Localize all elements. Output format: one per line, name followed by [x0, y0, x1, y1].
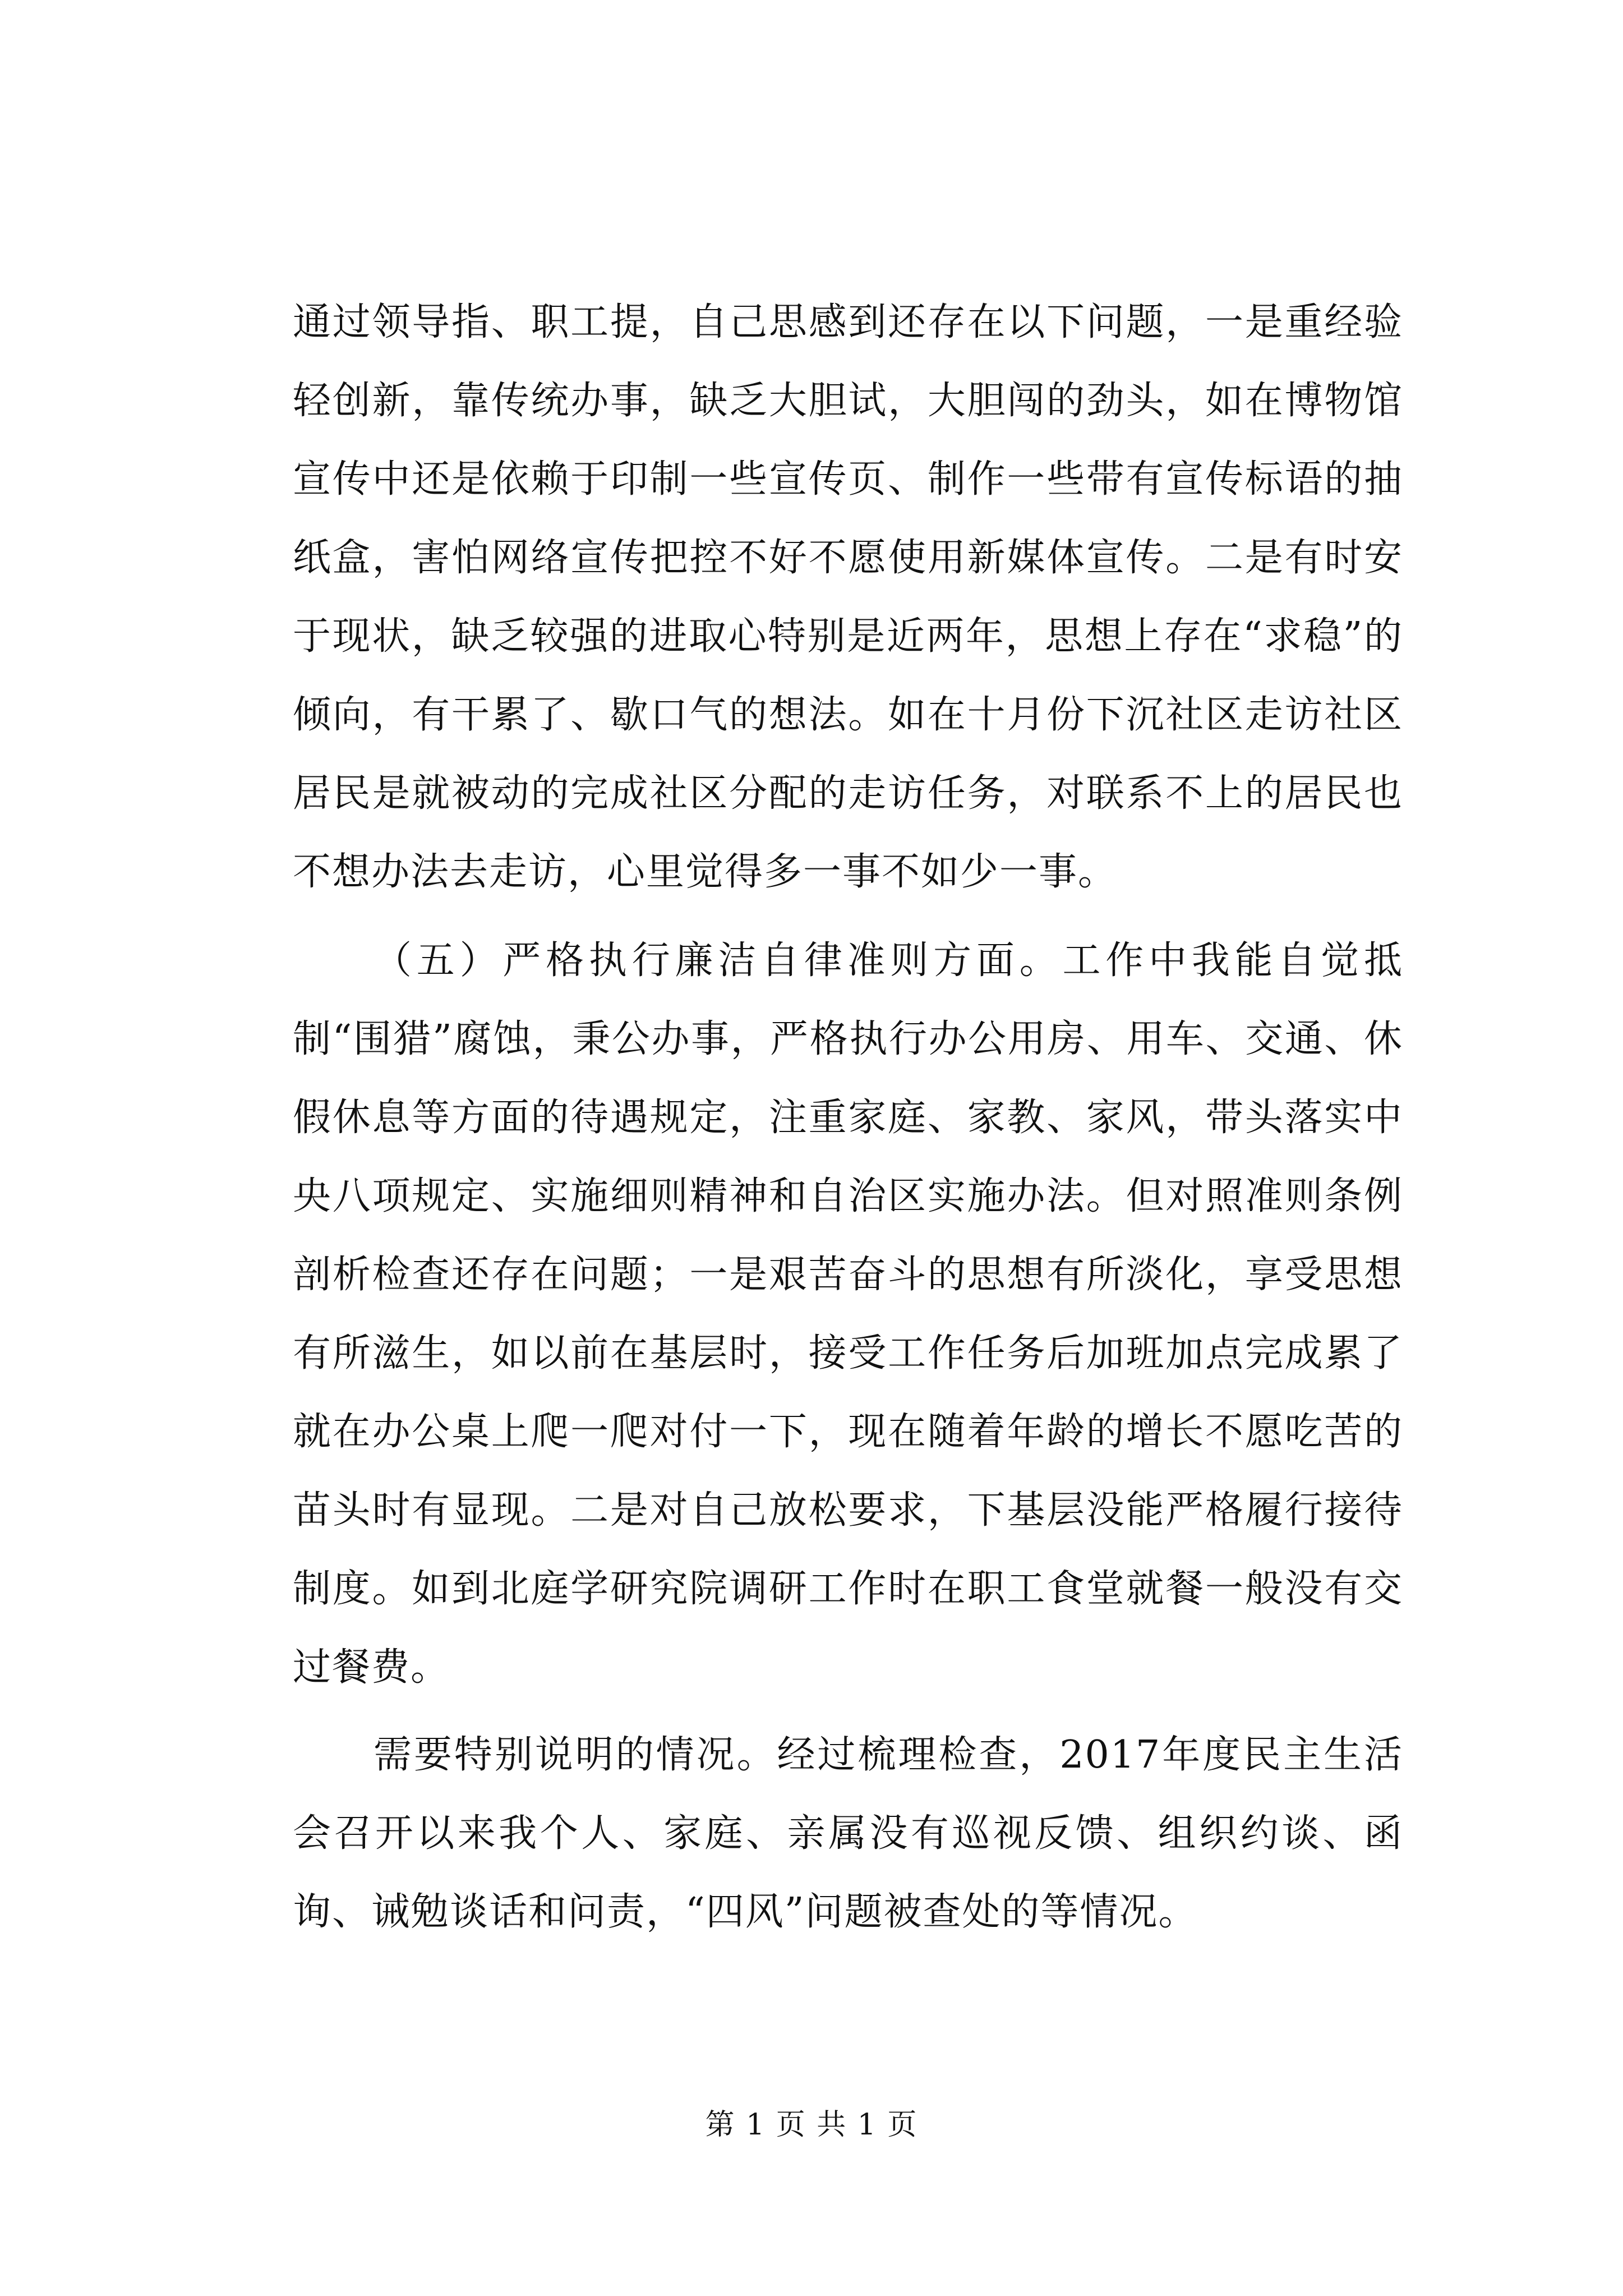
- paragraph-problems: 通过领导指、职工提，自己思感到还存在以下问题，一是重经验轻创新，靠传统办事，缺乏大胆试，大胆闯的劲头，如在博物馆宣传中还是依赖于印制一些宣传页、制作一些带有宣传标语的抽纸盒，害怕网络宣传把控不好不愿使用新媒体宣传。二是有时安于现状，缺乏较强的进取心特别是近两年，思想上存在“求稳”的倾向，有干累了、歇口气的想法。如在十月份下沉社区走访社区居民是就被动的完成社区分配的走访任务，对联系不上的居民也不想办法去走访，心里觉得多一事不如少一事。: [293, 300, 1403, 894]
- paragraph-integrity-self-discipline: （五）严格执行廉洁自律准则方面。工作中我能自觉抵制“围猎”腐蚀，秉公办事，严格执行办公用房、用车、交通、休假休息等方面的待遇规定，注重家庭、家教、家风，带头落实中央八项规定、实施细则精神和自治区实施办法。但对照准则条例剖析检查还存在问题；一是艰苦奋斗的思想有所淡化，享受思想有所滋生，如以前在基层时，接受工作任务后加班加点完成累了就在办公桌上爬一爬对付一下，现在随着年龄的增长不愿吃苦的苗头时有显现。二是对自己放松要求，下基层没能严格履行接待制度。如到北庭学研究院调研工作时在职工食堂就餐一般没有交过餐费。: [293, 938, 1403, 1690]
- document-body: [293, 283, 1403, 1961]
- paragraph-special-notes: 需要特别说明的情况。经过梳理检查，2017年度民主生活会召开以来我个人、家庭、亲属没有巡视反馈、组织约谈、函询、诫勉谈话和问责，“四风”问题被查处的等情况。: [293, 1733, 1403, 1934]
- page-footer: 第 1 页 共 1 页: [705, 2108, 918, 2142]
